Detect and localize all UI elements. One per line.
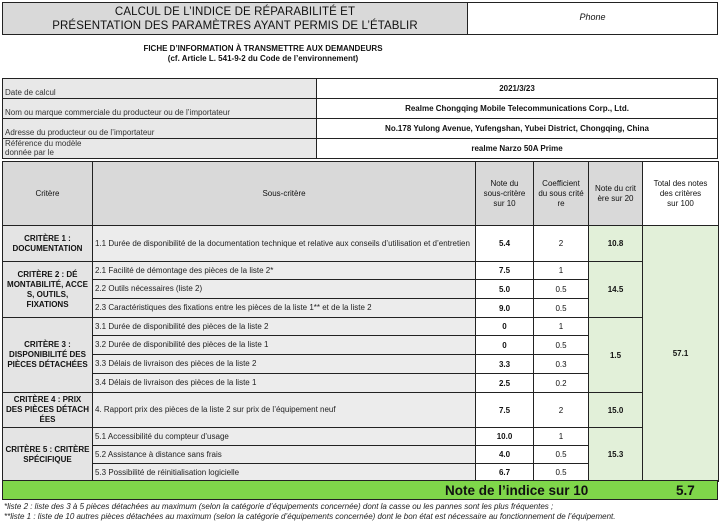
title-line2: PRÉSENTATION DES PARAMÈTRES AYANT PERMIS DE L’ÉTABLIR	[52, 20, 418, 32]
header-coef-line: Coefficient	[542, 178, 580, 188]
criterion-1	[3, 226, 93, 262]
criteria-table	[2, 161, 719, 482]
table-row	[3, 318, 719, 336]
subcriterion-label: 5.1 Accessibilité du compteur d’usage	[93, 428, 476, 446]
final-score-label: Note de l’indice sur 10	[445, 483, 589, 498]
header-total	[643, 162, 719, 226]
criterion-1-score: 10.8	[589, 226, 643, 262]
header-total-line: des critères	[659, 188, 702, 198]
info-value: realme Narzo 50A Prime	[317, 139, 718, 159]
subcriterion-note: 4.0	[476, 446, 534, 464]
table-row	[3, 262, 719, 280]
subcriterion-coef: 1	[534, 262, 589, 280]
info-label-line2: donnée par le	[5, 148, 54, 157]
subcriterion-label: 5.3 Possibilité de réinitialisation logicielle	[93, 464, 476, 482]
subcriterion-coef: 0.5	[534, 446, 589, 464]
subcriterion-note: 10.0	[476, 428, 534, 446]
subcriterion-coef: 0.5	[534, 299, 589, 318]
criterion-5-line1: CRITÈRE 5 : CRITÈRE	[5, 444, 90, 454]
subtitle	[0, 44, 526, 64]
criterion-4-line2: DES PIÈCES DÉTACH	[6, 405, 89, 414]
subcriterion-note: 7.5	[476, 262, 534, 280]
criterion-2	[3, 262, 93, 318]
subcriterion-coef: 0.5	[534, 336, 589, 355]
subcriterion-note: 7.5	[476, 393, 534, 428]
table-row	[3, 226, 719, 262]
subcriterion-coef: 2	[534, 393, 589, 428]
info-row	[3, 79, 718, 99]
table-row	[3, 393, 719, 428]
header-note20-line: ère sur 20	[597, 193, 634, 203]
subtitle-line1: FICHE D’INFORMATION À TRANSMETTRE AUX DEMANDEURS	[143, 44, 383, 53]
criterion-4-score: 15.0	[589, 393, 643, 428]
header-coef	[534, 162, 589, 226]
info-value: 2021/3/23	[317, 79, 718, 99]
criterion-5	[3, 428, 93, 482]
footnote-list1: **liste 1 : liste de 10 autres pièces détachées au maximum (selon la catégorie d’équipements concernée) dont le bon état est nécessaire au fonctionnement de l’équipement.	[4, 512, 616, 521]
subcriterion-coef: 1	[534, 428, 589, 446]
product-type: Phone	[468, 3, 718, 35]
header-total-line: sur 100	[667, 198, 694, 208]
info-table	[2, 78, 718, 159]
info-row	[3, 139, 718, 159]
subcriterion-label: 2.2 Outils nécessaires (liste 2)	[93, 280, 476, 299]
criterion-2-line1: CRITÈRE 2 : DÉ	[17, 269, 78, 279]
criterion-1-line1: CRITÈRE 1 :	[24, 233, 71, 243]
final-score-row	[2, 480, 718, 500]
subcriterion-note: 2.5	[476, 374, 534, 393]
subcriterion-coef: 0.3	[534, 355, 589, 374]
subcriterion-label: 5.2 Assistance à distance sans frais	[93, 446, 476, 464]
info-label: Nom ou marque commerciale du producteur ou de l’importateur	[3, 99, 317, 119]
page-title	[3, 3, 468, 35]
subcriterion-note: 6.7	[476, 464, 534, 482]
subcriterion-coef: 0.5	[534, 280, 589, 299]
header-note	[476, 162, 534, 226]
criterion-1-line2: DOCUMENTATION	[12, 243, 83, 253]
criterion-3-line1: CRITÈRE 3 :	[24, 340, 71, 349]
criterion-4-line1: CRITÈRE 4 : PRIX	[13, 395, 82, 404]
info-label-line1: Référence du modèle	[5, 139, 82, 148]
info-row	[3, 119, 718, 139]
subcriterion-note: 9.0	[476, 299, 534, 318]
info-value: Realme Chongqing Mobile Telecommunications Corp., Ltd.	[317, 99, 718, 119]
subcriterion-label: 1.1 Durée de disponibilité de la documentation technique et relative aux conseils d’utilisation et d’entretien	[93, 226, 476, 262]
subcriterion-note: 5.0	[476, 280, 534, 299]
subcriterion-label: 2.3 Caractéristiques des fixations entre les pièces de la liste 1** et de la liste 2	[93, 299, 476, 318]
subcriterion-coef: 0.5	[534, 464, 589, 482]
subcriterion-note: 0	[476, 318, 534, 336]
criterion-5-line2: SPÉCIFIQUE	[23, 454, 72, 464]
header-note20	[589, 162, 643, 226]
header-coef-line: re	[557, 198, 565, 208]
header-table	[2, 2, 718, 35]
criterion-3	[3, 318, 93, 393]
info-label: Adresse du producteur ou de l’importateur	[3, 119, 317, 139]
header-note20-line: Note du crit	[595, 183, 636, 193]
criterion-5-score: 15.3	[589, 428, 643, 482]
criterion-3-line3: PIÈCES DÉTACHÉES	[7, 360, 88, 369]
header-note-line: sur 10	[493, 198, 516, 208]
info-label	[3, 139, 317, 159]
criterion-3-score: 1.5	[589, 318, 643, 393]
header-sous-critere: Sous-critère	[93, 162, 476, 226]
total-score: 57.1	[643, 226, 719, 482]
criterion-2-line4: FIXATIONS	[26, 299, 69, 309]
final-score-value: 5.7	[676, 483, 695, 498]
subcriterion-coef: 2	[534, 226, 589, 262]
subcriterion-label: 3.2 Durée de disponibilité des pièces de la liste 1	[93, 336, 476, 355]
subcriterion-label: 3.1 Durée de disponibilité des pièces de la liste 2	[93, 318, 476, 336]
subcriterion-coef: 0.2	[534, 374, 589, 393]
subcriterion-note: 3.3	[476, 355, 534, 374]
criterion-3-line2: DISPONIBILITÉ DES	[9, 350, 86, 359]
criterion-2-score: 14.5	[589, 262, 643, 318]
header-note-line: Note du	[490, 178, 519, 188]
info-value: No.178 Yulong Avenue, Yufengshan, Yubei District, Chongqing, China	[317, 119, 718, 139]
info-row	[3, 99, 718, 119]
subcriterion-label: 2.1 Facilité de démontage des pièces de la liste 2*	[93, 262, 476, 280]
info-label: Date de calcul	[3, 79, 317, 99]
subcriterion-note: 5.4	[476, 226, 534, 262]
title-line1: CALCUL DE L’INDICE DE RÉPARABILITÉ ET	[114, 6, 356, 18]
table-row	[3, 428, 719, 446]
table-header-row	[3, 162, 719, 226]
header-note-line: sous-critère	[483, 188, 526, 198]
criterion-4	[3, 393, 93, 428]
criterion-4-line3: ÉES	[39, 415, 56, 424]
header-coef-line: du sous crité	[538, 188, 584, 198]
subcriterion-coef: 1	[534, 318, 589, 336]
criterion-2-line3: S, OUTILS,	[26, 289, 69, 299]
criterion-2-line2: MONTABILITÉ, ACCE	[7, 279, 88, 289]
subcriterion-note: 0	[476, 336, 534, 355]
subtitle-line2: (cf. Article L. 541-9-2 du Code de l’environnement)	[167, 54, 359, 63]
subcriterion-label: 4. Rapport prix des pièces de la liste 2 sur prix de l’équipement neuf	[93, 393, 476, 428]
subcriterion-label: 3.4 Délais de livraison des pièces de la liste 1	[93, 374, 476, 393]
header-total-line: Total des notes	[653, 178, 708, 188]
subcriterion-label: 3.3 Délais de livraison des pièces de la liste 2	[93, 355, 476, 374]
footnote-list2: *liste 2 : liste des 3 à 5 pièces détachées au maximum (selon la catégorie d’équipements concernée) dont la casse ou les pannes sont les plus fréquentes ;	[4, 502, 554, 511]
header-critere: Critère	[3, 162, 93, 226]
